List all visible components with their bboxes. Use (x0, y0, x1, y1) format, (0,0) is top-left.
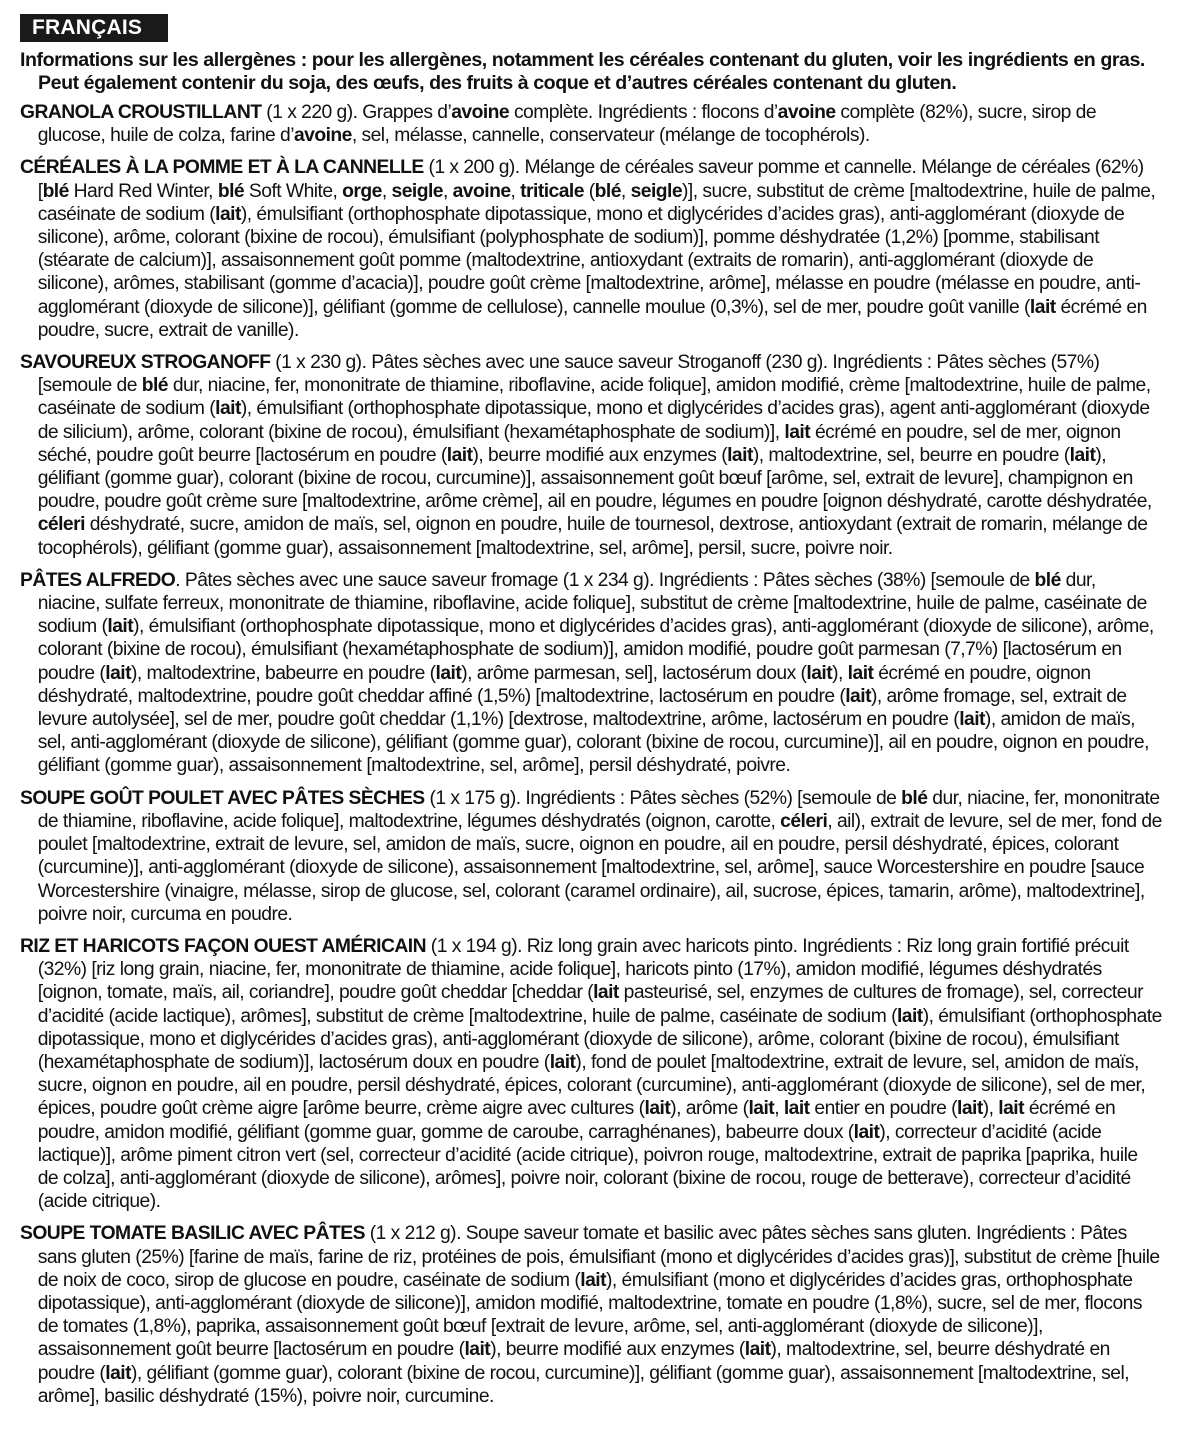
ingredient-text: ), (982, 1097, 999, 1120)
ingredient-text: ), beurre modifié aux enzymes ( (472, 443, 728, 466)
ingredient-text: , sel, mélasse, cannelle, conservateur (mélange de tocophérols). (351, 124, 870, 147)
allergen-word: lait (435, 661, 462, 684)
ingredient-text: , ail), extrait de levure, sel de mer, fond de poulet [maltodextrine, extrait de levure, sel, amidon de maïs, sucre, oignon en poudre, ail en poudre, persil déshydraté, épices, colorant (curcumine)], anti-agglomérant (dioxyde de silicone), assaisonnement [maltodextrine, sel, arôme], sauce Worcestershire en poudre [sauce Worcestershire (vinaigre, mélasse, sirop de glucose, sel, colorant (caramel ordinaire), ail, sucrose, épices, tamarin, arôme), maltodextrine], poivre noir, curcuma en poudre. (37, 809, 1162, 925)
ingredient-text: pasteurisé, sel, enzymes de cultures de fromage), sel, correcteur d’acidité (acide lactique), arômes], substitut de crème [maltodextrine, huile de palme, caséinate de sodium ( (37, 981, 1144, 1027)
allergen-word: blé (594, 179, 621, 202)
ingredient-text: . Pâtes sèches avec une sauce saveur fromage (1 x 234 g). Ingrédients : Pâtes sèches (38%) [semoule de (175, 568, 1035, 591)
ingredient-text: ), arôme ( (670, 1097, 749, 1120)
ingredient-text: ), émulsifiant (mono et diglycérides d’acides gras, orthophosphate dipotassique), anti-agglomérant (dioxyde de silicone)], amidon modifié, maltodextrine, tomate en poudre (1,8%), sucre, sel de mer, flocons de tomates (1,8%), paprika, assaisonnement goût bœuf [extrait de levure, arôme, sel, anti-agglomérant (dioxyde de silicone)], assaisonnement goût beurre [lactosérum en poudre ( (37, 1268, 1142, 1361)
allergen-word: lait (446, 443, 473, 466)
product-entry (20, 101, 1163, 147)
allergen-word: blé (901, 786, 928, 809)
product-name: SOUPE GOÛT POULET AVEC PÂTES SÈCHES (20, 786, 425, 809)
ingredient-text: (1 x 194 g). Riz long grain avec haricots pinto. Ingrédients : Riz long grain fortifié précuit (32%) [riz long grain, niacine, fer, mononitrate de thiamine, acide folique], haricots pinto (17%), amidon modifié, légumes déshydratés [oignon, tomate, maïs, ail, coriandre], poudre goût cheddar [cheddar ( (37, 934, 1129, 1004)
allergen-word: blé (217, 179, 245, 202)
ingredient-text: ), émulsifiant (orthophosphate dipotassique, mono et diglycérides d’acides gras), anti-agglomérant (dioxyde de silicone), arôme, colorant (bixine de rocou), émulsifiant (hexamétaphosphate de sodium)], amidon modifié, poudre goût parmesan (7,7%) [lactosérum en poudre ( (37, 615, 1154, 684)
ingredient-text: (1 x 230 g). Pâtes sèches avec une sauce saveur Stroganoff (230 g). Ingrédients : Pâtes sèches (57%) [semoule de (37, 351, 1100, 397)
ingredient-text: complète. Ingrédients : flocons d’ (509, 101, 778, 123)
product-entry (20, 351, 1163, 560)
language-tag: FRANÇAIS (20, 14, 168, 42)
allergen-word: triticale (520, 179, 584, 202)
allergen-word: lait (580, 1268, 606, 1291)
allergen-word: lait (1029, 295, 1056, 318)
ingredient-text: déshydraté, sucre, amidon de maïs, sel, oignon en poudre, huile de tournesol, dextrose, antioxydant (extrait de romarin, mélange de tocophérols), gélifiant (gomme guar), assaisonnement [maltodextrine, sel, arôme], persil, sucre, poivre noir. (37, 513, 1148, 559)
ingredient-text: entier en poudre ( (809, 1097, 958, 1120)
ingredient-text: ), maltodextrine, sel, beurre déshydraté en poudre ( (37, 1338, 1110, 1384)
allergen-word: lait (783, 1097, 810, 1120)
allergen-word: lait (896, 1004, 923, 1027)
ingredient-text: ), émulsifiant (orthophosphate dipotassique, mono et diglycérides d’acides gras), agent anti-agglomérant (dioxyde de silicium), arôme, colorant (bixine de rocou), émulsifiant (hexamétaphosphate de sodium)], (37, 397, 1150, 443)
ingredient-text: ), fond de poulet [maltodextrine, extrait de levure, sel, amidon de maïs, sucre, oignon en poudre, ail en poudre, persil déshydraté, épices, colorant (curcumine), anti-agglomérant (dioxyde de silicone), sel de mer, épices, poudre goût crème aigre [arôme beurre, crème aigre avec cultures ( (37, 1050, 1146, 1120)
ingredient-text: , (774, 1097, 784, 1120)
product-entry (20, 156, 1163, 342)
product-name: SAVOUREUX STROGANOFF (20, 351, 271, 374)
allergen-word: lait (957, 1097, 983, 1120)
ingredient-text: ), maltodextrine, sel, beurre en poudre ( (752, 443, 1070, 466)
ingredient-text: (1 x 200 g). Mélange de céréales saveur pomme et cannelle. Mélange de céréales (62%) [ (37, 156, 1144, 202)
ingredient-text: ), émulsifiant (orthophosphate dipotassique, mono et diglycérides d’acides gras), anti-agglomérant (dioxyde de silicone), arôme, colorant (bixine de rocou), émulsifiant (hexamétaphosphate de sodium)], lactosérum doux en poudre ( (37, 1004, 1162, 1073)
product-name: PÂTES ALFREDO (20, 568, 176, 591)
ingredient-text: )], sucre, substitut de crème [maltodextrine, huile de palme, caséinate de sodium ( (37, 179, 1156, 225)
ingredient-text: dur, niacine, fer, mononitrate de thiamine, riboflavine, acide folique], maltodextrine, légumes déshydratés (oignon, carotte, (37, 786, 1160, 832)
allergen-word: lait (845, 684, 871, 707)
ingredient-text: ), arôme fromage, sel, extrait de levure autolysée], sel de mer, poudre goût cheddar (1,1%) [dextrose, maltodextrine, arôme, lactosérum en poudre ( (37, 684, 1127, 731)
allergen-word: lait (215, 397, 241, 420)
allergen-word: lait (107, 615, 134, 638)
product-list (20, 101, 1180, 1408)
product-entry (20, 1222, 1163, 1408)
ingredient-text: dur, niacine, sulfate ferreux, mononitrate de thiamine, riboflavine, acide folique], substitut de crème [maltodextrine, huile de palme, caséinate de sodium ( (37, 568, 1147, 638)
ingredient-text: écrémé en poudre, amidon modifié, gélifiant (gomme guar, gomme de caroube, carraghénanes), babeurre doux ( (37, 1097, 1116, 1143)
allergen-information: Informations sur les allergènes : pour les allergènes, notamment les céréales contenant du gluten, voir les ingrédients en gras. Peut également contenir du soja, des œufs, des fruits à coque et d’autres céréales contenant du gluten. (20, 49, 1145, 94)
allergen-word: blé (1034, 568, 1061, 591)
allergen-word: lait (593, 981, 619, 1004)
ingredient-text: ), (832, 661, 848, 684)
product-name: CÉRÉALES À LA POMME ET À LA CANNELLE (20, 156, 424, 179)
allergen-word: lait (464, 1338, 491, 1361)
ingredient-text: , (442, 179, 453, 202)
allergen-word: lait (853, 1120, 880, 1143)
allergen-word: lait (744, 1338, 771, 1361)
allergen-word: orge (342, 179, 382, 202)
ingredient-text: ), maltodextrine, babeurre en poudre ( (131, 661, 436, 684)
ingredient-text: (1 x 220 g). Grappes d’ (261, 101, 452, 123)
ingredient-text: ), beurre modifié aux enzymes ( (490, 1338, 745, 1361)
allergen-word: lait (806, 661, 833, 684)
allergen-word: lait (215, 202, 241, 225)
allergen-word: lait (1069, 443, 1096, 466)
allergen-word: lait (998, 1097, 1025, 1120)
allergen-word: lait (727, 443, 753, 466)
allergen-word: lait (105, 1361, 132, 1384)
allergen-word: avoine (777, 101, 836, 123)
ingredient-text: , (381, 179, 392, 202)
allergen-word: lait (748, 1097, 775, 1120)
allergen-word: seigle (630, 179, 683, 202)
product-name: RIZ ET HARICOTS FAÇON OUEST AMÉRICAIN (20, 934, 426, 957)
ingredient-text: (1 x 175 g). Ingrédients : Pâtes sèches (52%) [semoule de (424, 786, 902, 809)
allergen-word: lait (549, 1050, 576, 1073)
ingredient-text: ), gélifiant (gomme guar), colorant (bixine de rocou, curcumine)], assaisonnement goût bœuf [arôme, sel, extrait de levure], champignon en poudre, poudre goût crème sure [maltodextrine, arôme crème], ail en poudre, légumes en poudre [oignon déshydraté, carotte déshydratée, (37, 443, 1152, 513)
ingredient-text: complète (82%), sucre, sirop de glucose, huile de colza, farine d’ (37, 101, 1097, 147)
ingredient-text: ), émulsifiant (orthophosphate dipotassique, mono et diglycérides d’acides gras), anti-agglomérant (dioxyde de silicone), arôme, colorant (bixine de rocou), émulsifiant (polyphosphate de sodium)], pomme déshydratée (1,2%) [pomme, stabilisant (stéarate de calcium)], assaisonnement goût pomme (maltodextrine, antioxydant (extraits de romarin), anti-agglomérant (dioxyde de silicone), arômes, stabilisant (gomme d’acacia)], poudre goût crème [maltodextrine, arôme], mélasse en poudre (mélasse en poudre, anti-agglomérant (dioxyde de silicone)], gélifiant (gomme de cellulose), cannelle moulue (0,3%), sel de mer, poudre goût vanille ( (37, 202, 1141, 318)
ingredient-text: dur, niacine, fer, mononitrate de thiamine, riboflavine, acide folique], amidon modifié, crème [maltodextrine, huile de palme, caséinate de sodium ( (37, 374, 1151, 420)
ingredient-text: Soft White, (244, 179, 343, 202)
product-entry (20, 787, 1163, 926)
allergen-word: seigle (391, 179, 443, 202)
allergen-word: lait (105, 661, 132, 684)
ingredient-text: ), correcteur d’acidité (acide lactique)], arôme piment citron vert (sel, correcteur d’acidité (acide citrique), poivron rouge, maltodextrine, extrait de paprika [paprika, huile de colza], anti-agglomérant (dioxyde de silicone), arômes], poivre noir, colorant (bixine de rocou, rouge de betterave), correcteur d’acidité (acide citrique). (37, 1120, 1138, 1213)
ingredient-text: ), gélifiant (gomme guar), colorant (bixine de rocou, curcumine)], gélifiant (gomme guar), assaisonnement [maltodextrine, sel, arôme], basilic déshydraté (15%), poivre noir, curcumine. (37, 1361, 1130, 1407)
ingredient-text: ), arôme parmesan, sel], lactosérum doux ( (461, 661, 807, 684)
allergen-word: avoine (293, 124, 352, 147)
ingredient-text: écrémé en poudre, sucre, extrait de vanille). (37, 295, 1147, 341)
product-entry (20, 935, 1163, 1213)
ingredient-text: ( (583, 179, 595, 202)
allergen-word: lait (959, 708, 985, 731)
ingredient-text: écrémé en poudre, sel de mer, oignon séché, poudre goût beurre [lactosérum en poudre ( (37, 420, 1121, 466)
allergen-word: avoine (451, 101, 510, 123)
allergen-word: lait (784, 420, 811, 443)
ingredient-text: Hard Red Winter, (68, 179, 218, 202)
allergen-word: lait (644, 1097, 671, 1120)
ingredient-text: écrémé en poudre, oignon déshydraté, maltodextrine, poudre goût cheddar affiné (1,5%) [maltodextrine, lactosérum en poudre ( (37, 661, 1091, 707)
allergen-word: avoine (452, 179, 511, 202)
allergen-word: blé (42, 179, 69, 202)
ingredient-text: ), amidon de maïs, sel, anti-agglomérant (dioxyde de silicone), gélifiant (gomme guar), colorant (bixine de rocou, curcumine)], ail en poudre, oignon en poudre, gélifiant (gomme guar), assaisonnement [maltodextrine, sel, arôme], persil déshydraté, poivre. (37, 708, 1149, 777)
allergen-word: céleri (780, 809, 828, 832)
ingredient-text: , (510, 179, 521, 202)
allergen-word: lait (847, 661, 874, 684)
ingredient-text: , (620, 179, 631, 202)
product-name: GRANOLA CROUSTILLANT (20, 101, 262, 123)
ingredient-text: (1 x 212 g). Soupe saveur tomate et basilic avec pâtes sèches sans gluten. Ingrédients : Pâtes sans gluten (25%) [farine de maïs, farine de riz, protéines de pois, émulsifiant (mono et diglycérides d’acides gras)], substitut de crème [huile de noix de coco, sirop de glucose en poudre, caséinate de sodium ( (37, 1222, 1160, 1291)
allergen-word: blé (141, 374, 169, 397)
product-name: SOUPE TOMATE BASILIC AVEC PÂTES (20, 1222, 365, 1245)
product-entry (20, 569, 1163, 778)
allergen-word: céleri (37, 513, 85, 536)
